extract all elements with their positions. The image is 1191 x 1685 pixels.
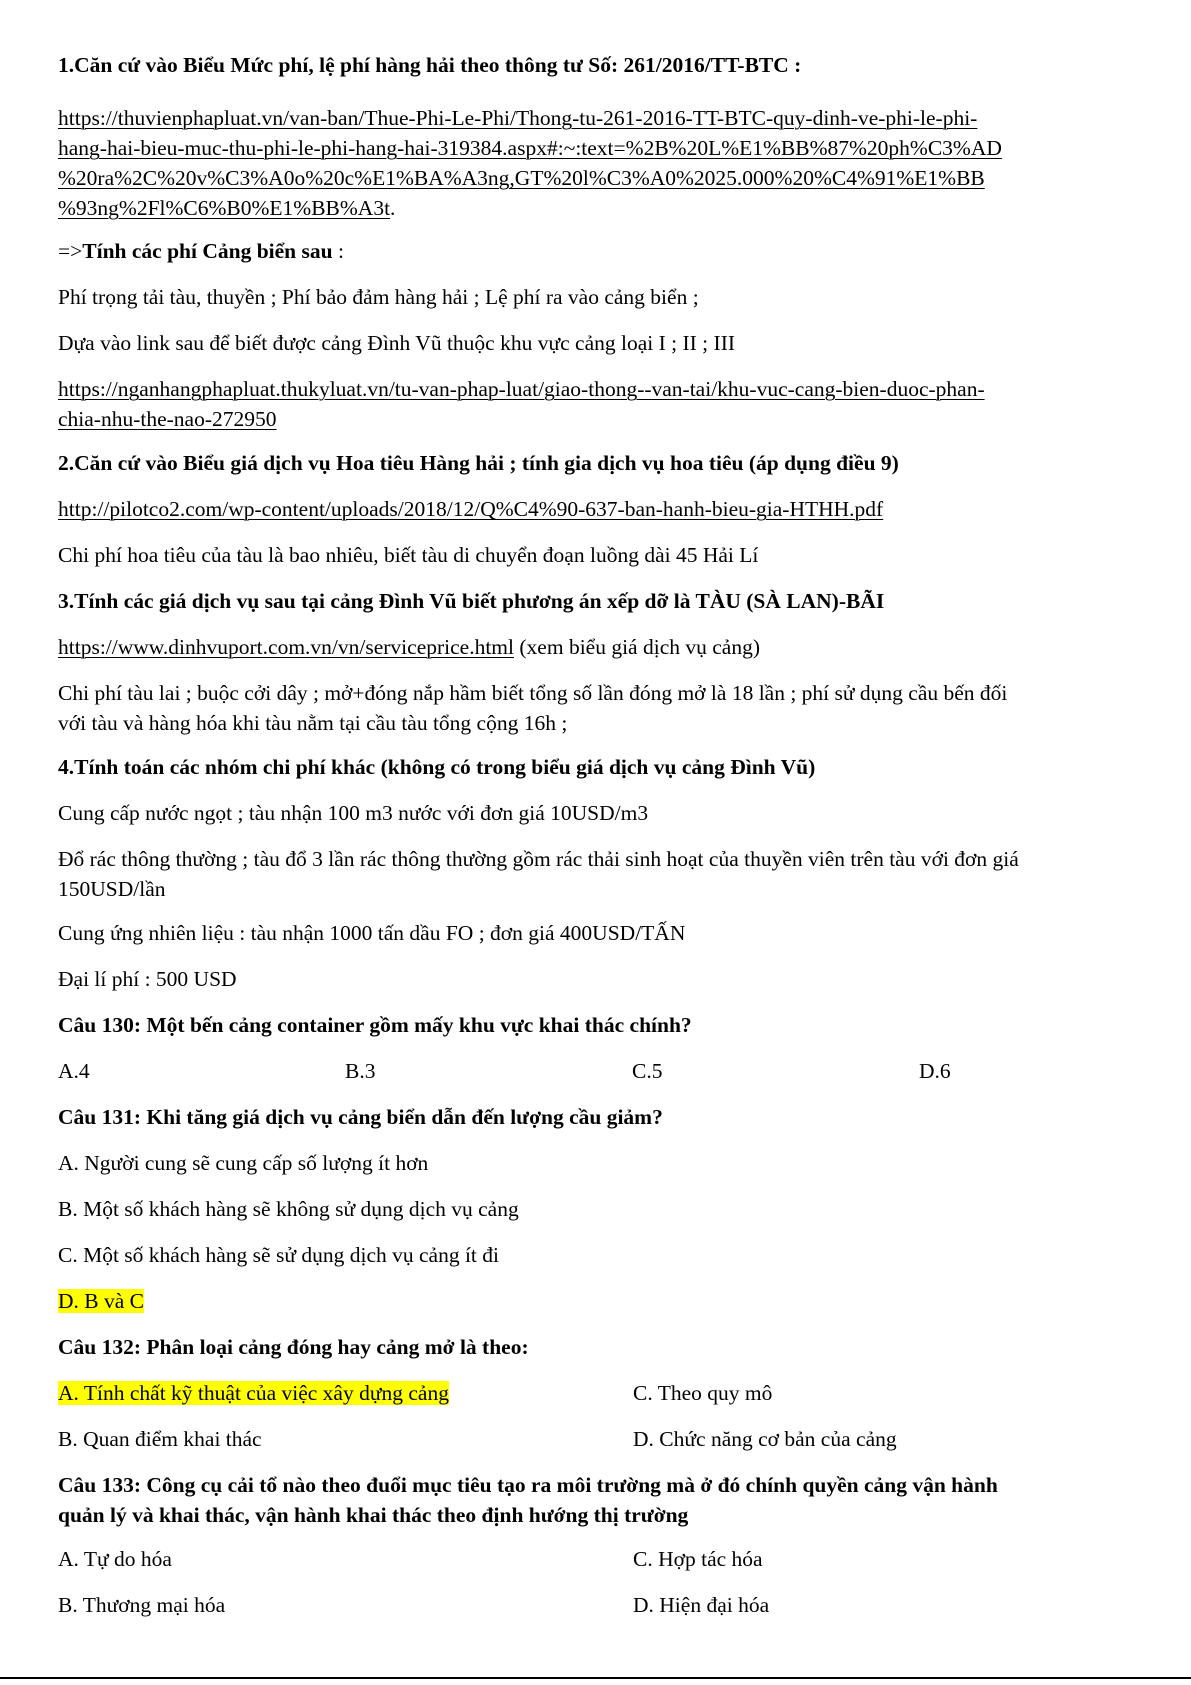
q132-question: Câu 132: Phân loại cảng đóng hay cảng mở là theo: [58,1335,529,1359]
garbage-item-line2: 150USD/lần [58,877,166,901]
q130-options [58,1056,1191,1086]
q133-option-c: C. Hợp tác hóa [633,1547,763,1571]
q132-options-row1 [58,1378,1191,1408]
garbage-item [58,844,1019,904]
q130-option-b: B.3 [345,1059,376,1083]
q132-option-b: B. Quan điểm khai thác [58,1427,262,1451]
q131-question: Câu 131: Khi tăng giá dịch vụ cảng biển dẫn đến lượng cầu giảm? [58,1105,663,1129]
q130-question: Câu 130: Một bến cảng container gồm mấy khu vực khai thác chính? [58,1013,692,1037]
fee-list: Phí trọng tải tàu, thuyền ; Phí bảo đảm hàng hải ; Lệ phí ra vào cảng biển ; [58,285,699,309]
q131-answer-highlight: D. B và C [58,1289,144,1313]
fee-table-link-line4[interactable]: %93ng%2Fl%C6%B0%E1%BB%A3t [58,196,391,220]
q132-option-c: C. Theo quy mô [633,1381,773,1405]
pilot-cost-question: Chi phí hoa tiêu của tàu là bao nhiêu, biết tàu di chuyển đoạn luồng dài 45 Hải Lí [58,543,759,567]
fee-table-link-line3[interactable]: %20ra%2C%20v%C3%A0o%20c%E1%BA%A3ng,GT%20l%C3%A0%2025.000%20%C4%91%E1%BB [58,166,985,190]
agency-fee-item: Đại lí phí : 500 USD [58,967,237,991]
port-area-link[interactable] [58,374,985,434]
fee-table-link-period: . [390,196,396,220]
section3-heading: 3.Tính các giá dịch vụ sau tại cảng Đình Vũ biết phương án xếp dỡ là TÀU (SÀ LAN)-BÃI [58,589,885,613]
task-colon: : [332,239,344,263]
pilot-price-link[interactable] [58,494,883,524]
port-class-instruction: Dựa vào link sau để biết được cảng Đình Vũ thuộc khu vực cảng loại I ; II ; III [58,331,736,355]
q132-option-a [58,1378,633,1408]
pilot-price-link-text[interactable]: http://pilotco2.com/wp-content/uploads/2018/12/Q%C4%90-637-ban-hanh-bieu-gia-HTHH.pdf [58,497,884,521]
q132-answer-highlight: A. Tính chất kỹ thuật của việc xây dựng cảng [58,1381,449,1405]
q133-option-a: A. Tự do hóa [58,1547,172,1571]
dinhvu-service-price-note: (xem biểu giá dịch vụ cảng) [514,635,760,659]
q131-option-a: A. Người cung sẽ cung cấp số lượng ít hơn [58,1151,429,1175]
fuel-item: Cung ứng nhiên liệu : tàu nhận 1000 tấn dầu FO ; đơn giá 400USD/TẤN [58,921,686,945]
section4-heading: 4.Tính toán các nhóm chi phí khác (không có trong biểu giá dịch vụ cảng Đình Vũ) [58,755,816,779]
fee-table-link-line2[interactable]: hang-hai-bieu-muc-thu-phi-le-phi-hang-hai-319384.aspx#:~:text=%2B%20L%E1%BB%87%20ph%C3%AD [58,136,1002,160]
q133-option-b: B. Thương mại hóa [58,1593,226,1617]
task-title: Tính các phí Cảng biển sau [82,239,333,263]
q133-options-row1 [58,1544,1191,1574]
services-list-line1: Chi phí tàu lai ; buộc cởi dây ; mở+đóng nắp hầm biết tổng số lần đóng mở là 18 lần ; phí sử dụng cầu bến đối [58,681,1008,705]
section2-heading: 2.Căn cứ vào Biểu giá dịch vụ Hoa tiêu Hàng hải ; tính gia dịch vụ hoa tiêu (áp dụng điều 9) [58,451,899,475]
q131-option-d [58,1286,144,1316]
q133-option-d: D. Hiện đại hóa [633,1593,770,1617]
page-bottom-divider [0,1677,1191,1679]
section1-task [58,236,344,266]
section1-heading: 1.Căn cứ vào Biểu Mức phí, lệ phí hàng hải theo thông tư Số: 261/2016/TT-BTC : [58,53,802,77]
dinhvu-service-price [58,632,760,662]
dinhvu-service-price-link[interactable]: https://www.dinhvuport.com.vn/vn/serviceprice.html [58,635,515,659]
fee-table-link-line1[interactable]: https://thuvienphapluat.vn/van-ban/Thue-Phi-Le-Phi/Thong-tu-261-2016-TT-BTC-quy-dinh-ve-phi-le-phi- [58,106,978,130]
q132-option-d: D. Chức năng cơ bản của cảng [633,1427,897,1451]
fresh-water-item: Cung cấp nước ngọt ; tàu nhận 100 m3 nước với đơn giá 10USD/m3 [58,801,649,825]
services-list-line2: với tàu và hàng hóa khi tàu nằm tại cầu tàu tổng cộng 16h ; [58,711,568,735]
q131-option-c: C. Một số khách hàng sẽ sử dụng dịch vụ cảng ít đi [58,1243,500,1267]
q130-option-a: A.4 [58,1059,90,1083]
port-area-link-line1[interactable]: https://nganhangphapluat.thukyluat.vn/tu-van-phap-luat/giao-thong--van-tai/khu-vuc-cang-bien-duoc-phan- [58,377,985,401]
q130-option-d: D.6 [919,1059,951,1083]
garbage-item-line1: Đổ rác thông thường ; tàu đổ 3 lần rác thông thường gồm rác thải sinh hoạt của thuyền viên trên tàu với đơn giá [58,847,1019,871]
port-area-link-line2[interactable]: chia-nhu-the-nao-272950 [58,407,277,431]
q131-option-b: B. Một số khách hàng sẽ không sử dụng dịch vụ cảng [58,1197,519,1221]
q133-question [58,1470,998,1530]
q133-question-line1: Câu 133: Công cụ cải tổ nào theo đuổi mục tiêu tạo ra môi trường mà ở đó chính quyền cảng vận hành [58,1473,998,1497]
fee-table-link[interactable] [58,103,1002,223]
q133-options-row2 [58,1590,1191,1620]
q133-question-line2: quản lý và khai thác, vận hành khai thác theo định hướng thị trường [58,1503,689,1527]
q130-option-c: C.5 [632,1059,663,1083]
task-arrow: => [58,239,83,263]
q132-options-row2 [58,1424,1191,1454]
services-list [58,678,1007,738]
